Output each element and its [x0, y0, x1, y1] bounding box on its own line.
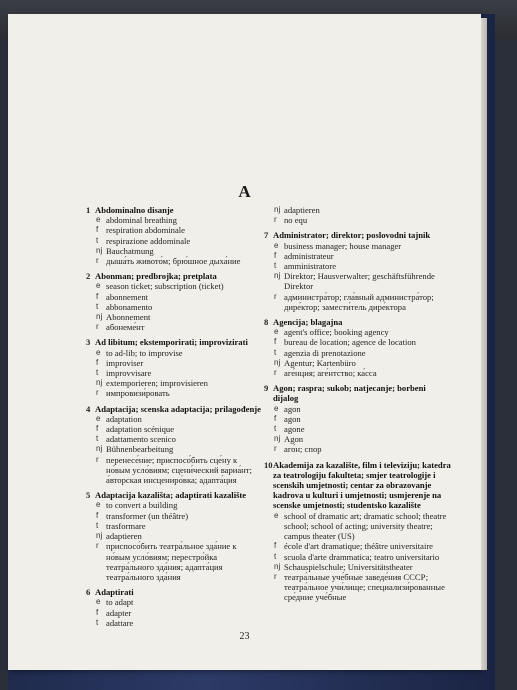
translation-line — [95, 358, 262, 368]
language-code: e — [274, 510, 279, 520]
language-code: e — [96, 413, 101, 423]
translation-text: аге́нция; аге́нтство; ка́сса — [284, 368, 377, 379]
language-code: r — [274, 368, 277, 378]
language-code: nj — [96, 245, 103, 255]
dictionary-entry — [86, 205, 262, 266]
translation-text: adapter — [106, 607, 132, 618]
translation-text: Bühnenbearbeitung — [106, 444, 174, 455]
translation-text: to convert a building — [106, 500, 178, 511]
dictionary-entry — [264, 230, 452, 312]
language-code: t — [96, 520, 99, 530]
language-code: r — [274, 571, 277, 581]
translation-text: adaptation — [106, 413, 142, 424]
translation-line — [95, 215, 262, 225]
entry-number: 3 — [86, 337, 91, 348]
language-code: r — [274, 215, 277, 225]
entry-headword: Abdominalno disanje — [95, 205, 174, 215]
translation-text: no equ — [284, 215, 308, 226]
entry-headword: Abonman; predbrojka; pretplata — [95, 271, 217, 282]
translation-text: adattamento scenico — [106, 434, 176, 445]
translation-text: Schauspielschule; Universitätstheater — [284, 561, 413, 572]
translation-text: администра́тор; гла́вный администра́тор; дире́ктор; замести́тель дире́ктора — [284, 291, 434, 312]
language-code: t — [274, 424, 277, 434]
translation-text: extemporieren; improvisieren — [106, 378, 208, 389]
translation-line — [95, 281, 262, 291]
translation-line — [95, 322, 262, 332]
translation-text: abonnement — [106, 291, 148, 302]
dictionary-entry — [264, 205, 452, 225]
language-code: nj — [274, 271, 281, 281]
translation-line — [273, 541, 452, 551]
translation-text: театра́льные уче́бные заведе́ния СССР; театра́льное учи́лище; специализи́рованные сре́дние уче́бные — [284, 571, 445, 603]
language-code: e — [96, 597, 101, 607]
entry-headword: Adaptirati — [95, 587, 134, 598]
language-code: r — [96, 256, 99, 266]
language-code: f — [96, 291, 99, 301]
translation-line — [273, 337, 452, 347]
translation-line — [273, 215, 452, 225]
language-code: nj — [96, 378, 103, 388]
translation-line — [273, 572, 452, 603]
entry-number: 10 — [264, 459, 273, 470]
translation-text: abdominal breathing — [106, 215, 177, 226]
translation-text: Direktor; Hausverwalter; geschäftsführende Direktor — [284, 271, 435, 292]
translation-text: bureau de location; agence de location — [284, 337, 416, 348]
translation-line — [95, 368, 262, 378]
translation-line — [273, 261, 452, 271]
language-code: f — [274, 413, 277, 423]
dictionary-entry — [264, 317, 452, 378]
translation-line — [273, 404, 452, 414]
language-code: f — [96, 424, 99, 434]
left-column — [86, 205, 262, 633]
entry-headword: Ad libitum; ekstemporirati; improvizirati — [95, 337, 248, 348]
translation-text: adattare — [106, 617, 134, 628]
language-code: nj — [96, 531, 103, 541]
entry-headword: Administrator; direktor; poslovodni tajnik — [273, 230, 431, 241]
translation-text: приспосо́бить театра́льное зда́ние к но́вым усло́виям; перестро́йка театра́льного зда́ния; адапта́ция театра́льного зда́ния — [106, 541, 237, 582]
entry-headword: Adaptacija; scenska adaptacija; prilagođenje — [95, 403, 261, 414]
translation-line — [95, 256, 262, 266]
translation-line — [273, 358, 452, 368]
language-code: f — [274, 250, 277, 260]
entry-headword: Agon; raspra; sukob; natjecanje; borbeni dijalog — [273, 383, 426, 404]
translation-line — [95, 378, 262, 388]
translation-text: agon — [284, 403, 301, 414]
translation-line — [95, 511, 262, 521]
entry-number: 9 — [264, 383, 269, 394]
language-code: t — [274, 551, 277, 561]
translation-text: respiration abdominale — [106, 225, 185, 236]
translation-text: to adapt — [106, 597, 134, 608]
translation-line — [273, 348, 452, 358]
translation-line — [273, 562, 452, 572]
translation-line — [95, 388, 262, 398]
translation-line — [95, 521, 262, 531]
translation-line — [273, 241, 452, 251]
language-code: r — [96, 541, 99, 551]
language-code: t — [96, 368, 99, 378]
translation-text: Bauchatmung — [106, 245, 154, 256]
language-code: r — [274, 291, 277, 301]
language-code: nj — [274, 434, 281, 444]
language-code: t — [96, 434, 99, 444]
translation-text: business manager; house manager — [284, 240, 402, 251]
language-code: t — [274, 261, 277, 271]
translation-text: abbonamento — [106, 301, 153, 312]
translation-text: improviser — [106, 357, 144, 368]
translation-line — [95, 455, 262, 486]
language-code: e — [96, 347, 101, 357]
translation-line — [95, 618, 262, 628]
translation-text: respirazione addominale — [106, 235, 191, 246]
translation-text: абонеме́нт — [106, 322, 145, 333]
language-code: f — [274, 337, 277, 347]
entry-number: 2 — [86, 271, 91, 282]
entry-headword: Adaptacija kazališta; adaptirati kazalište — [95, 490, 247, 501]
translation-text: transformer (un théâtre) — [106, 510, 189, 521]
translation-text: amministratore — [284, 261, 337, 272]
translation-text: agone — [284, 424, 305, 435]
translation-line — [95, 312, 262, 322]
language-code: e — [274, 327, 279, 337]
language-code: f — [96, 607, 99, 617]
language-code: t — [274, 347, 277, 357]
language-code: t — [96, 235, 99, 245]
language-code: nj — [274, 357, 281, 367]
dictionary-entry — [86, 271, 262, 332]
page-edge — [481, 18, 487, 670]
translation-text: adaptieren — [284, 205, 320, 215]
right-column — [264, 205, 452, 608]
translation-text: administrateur — [284, 250, 334, 261]
translation-line — [95, 500, 262, 510]
translation-line — [273, 292, 452, 312]
language-code: e — [96, 215, 101, 225]
translation-line — [95, 597, 262, 607]
translation-line — [273, 552, 452, 562]
translation-text: to ad-lib; to improvise — [106, 347, 183, 358]
dictionary-entry — [86, 404, 262, 486]
translation-line — [95, 292, 262, 302]
translation-line — [273, 205, 452, 215]
translation-line — [273, 511, 452, 542]
language-code: e — [274, 240, 279, 250]
translation-line — [273, 444, 452, 454]
dictionary-entry — [264, 460, 452, 603]
book-page — [8, 14, 481, 670]
entry-number: 1 — [86, 205, 91, 215]
language-code: r — [96, 454, 99, 464]
entry-number: 8 — [264, 317, 269, 328]
language-code: t — [96, 301, 99, 311]
section-letter: A — [238, 182, 251, 201]
entry-headword: Agencija; blagajna — [273, 317, 343, 328]
language-code: e — [274, 403, 279, 413]
entry-headword: Akademija za kazalište, film i televiziju; katedra za teatrologiju fakulteta; smjer teatrologije i scenskih umjetnosti; centar za obrazovanje kadrova u kulturi i umjetnosti; usmjerenje na scenske umjetnosti; studentsko kazalište — [273, 459, 451, 511]
translation-line — [273, 271, 452, 291]
translation-line — [95, 302, 262, 312]
language-code: nj — [274, 561, 281, 571]
translation-text: trasformare — [106, 520, 146, 531]
translation-text: improvvisare — [106, 368, 152, 379]
translation-text: agent's office; booking agency — [284, 327, 389, 338]
language-code: f — [274, 541, 277, 551]
translation-text: Agentur; Kartenbüro — [284, 357, 356, 368]
language-code: e — [96, 500, 101, 510]
entry-number: 4 — [86, 403, 91, 414]
translation-text: импровизи́ровать — [106, 388, 170, 399]
translation-line — [273, 424, 452, 434]
book-cover — [8, 14, 495, 690]
language-code: r — [96, 388, 99, 398]
translation-line — [273, 414, 452, 424]
language-code: r — [96, 322, 99, 332]
translation-text: agenzia di prenotazione — [284, 347, 366, 358]
page-number: 23 — [239, 631, 250, 642]
translation-line — [95, 531, 262, 541]
translation-line — [95, 225, 262, 235]
translation-text: перенесе́ние; приспосо́бить сце́ну к но́вым усло́виям; сцени́ческий вариа́нт; а́вторская инсцениро́вка; адапта́ция — [106, 454, 252, 486]
translation-line — [95, 541, 262, 582]
translation-text: school of dramatic art; dramatic school; theatre school; school of acting; university theatre; campus theater (US) — [284, 510, 447, 542]
language-code: nj — [274, 205, 281, 214]
dictionary-entry — [86, 337, 262, 398]
entry-number: 7 — [264, 230, 269, 241]
language-code: r — [274, 444, 277, 454]
translation-line — [273, 251, 452, 261]
translation-text: école d'art dramatique; théâtre universitaire — [284, 541, 434, 552]
dictionary-entry — [264, 383, 452, 454]
translation-text: Abonnement — [106, 312, 151, 323]
translation-line — [273, 368, 452, 378]
entry-number: 5 — [86, 490, 91, 501]
translation-line — [95, 424, 262, 434]
translation-text: agon — [284, 413, 301, 424]
translation-line — [95, 246, 262, 256]
translation-line — [273, 327, 452, 337]
dictionary-entry — [86, 490, 262, 582]
translation-text: дыша́ть живото́м; брю́шное дыха́ние — [106, 256, 241, 267]
translation-line — [95, 236, 262, 246]
entry-number: 6 — [86, 587, 91, 598]
translation-text: adaptation scénique — [106, 424, 175, 435]
language-code: f — [96, 510, 99, 520]
translation-line — [95, 348, 262, 358]
language-code: nj — [96, 444, 103, 454]
translation-line — [95, 608, 262, 618]
translation-text: scuola d'arte drammatica; teatro universitario — [284, 551, 440, 562]
translation-text: season ticket; subscription (ticket) — [106, 281, 224, 292]
dictionary-entry — [86, 587, 262, 628]
translation-text: аго́н; спор — [284, 444, 322, 455]
language-code: e — [96, 281, 101, 291]
language-code: f — [96, 225, 99, 235]
language-code: t — [96, 617, 99, 627]
translation-text: Agon — [284, 434, 304, 445]
language-code: nj — [96, 312, 103, 322]
translation-line — [273, 434, 452, 444]
translation-text: adaptieren — [106, 531, 142, 542]
translation-line — [95, 444, 262, 454]
translation-line — [95, 434, 262, 444]
translation-line — [95, 414, 262, 424]
language-code: f — [96, 357, 99, 367]
